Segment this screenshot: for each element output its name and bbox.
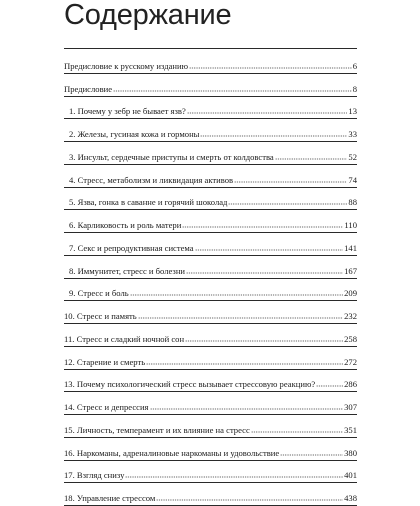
toc-entry-page-number: 8 bbox=[352, 83, 357, 94]
toc-entry-title: 18. Управление стрессом bbox=[64, 493, 156, 503]
toc-entry-title: 16. Наркоманы, адреналиновые наркоманы и удовольствие bbox=[64, 447, 280, 458]
toc-leader-dots bbox=[130, 294, 343, 296]
toc-entry-page-number: 351 bbox=[344, 424, 357, 435]
toc-entry bbox=[64, 119, 357, 142]
toc-leader-dots bbox=[113, 90, 352, 92]
toc-entry-page-number: 258 bbox=[344, 333, 357, 344]
toc-leader-dots bbox=[228, 203, 347, 205]
toc-entry-page-number: 33 bbox=[348, 129, 357, 139]
toc-entry-page-number: 110 bbox=[344, 220, 357, 230]
toc-entry bbox=[64, 256, 357, 279]
toc-entry-page-number: 401 bbox=[344, 470, 357, 481]
toc-leader-dots bbox=[146, 363, 343, 365]
toc-entry-page-number: 307 bbox=[344, 402, 357, 412]
toc-entry-title: 8. Иммунитет, стресс и болезни bbox=[69, 265, 186, 276]
toc-entry bbox=[64, 142, 357, 165]
toc-entry-title: 3. Инсульт, сердечные приступы и смерть от колдовства bbox=[69, 151, 274, 162]
toc-entry bbox=[64, 97, 357, 120]
toc-entry bbox=[64, 370, 357, 393]
toc-leader-dots bbox=[187, 112, 348, 114]
toc-leader-dots bbox=[251, 431, 343, 433]
toc-leader-dots bbox=[189, 67, 352, 69]
toc-entry bbox=[64, 415, 357, 438]
toc-leader-dots bbox=[316, 385, 343, 387]
toc-entry-page-number: 380 bbox=[344, 447, 357, 458]
toc-entry-title: 2. Железы, гусиная кожа и гормоны bbox=[69, 129, 200, 139]
toc-leader-dots bbox=[275, 158, 348, 160]
toc-entry-title: 14. Стресс и депрессия bbox=[64, 402, 149, 412]
toc-entry bbox=[64, 324, 357, 347]
toc-entry-page-number: 6 bbox=[352, 60, 357, 71]
toc-entry-title: 7. Секс и репродуктивная система bbox=[69, 242, 194, 253]
toc-entry-title: 9. Стресс и боль bbox=[69, 288, 129, 299]
toc-entry bbox=[64, 210, 357, 233]
toc-entry-page-number: 88 bbox=[348, 197, 357, 208]
toc-leader-dots bbox=[182, 226, 343, 228]
toc-entry bbox=[64, 438, 357, 461]
toc-entry-page-number: 272 bbox=[344, 356, 357, 367]
toc-leader-dots bbox=[150, 408, 344, 410]
toc-entry-page-number: 232 bbox=[344, 311, 357, 321]
toc-entry bbox=[64, 347, 357, 370]
toc-entry-title: 17. Взгляд снизу bbox=[64, 470, 125, 481]
toc-entry-title: Предисловие bbox=[64, 83, 113, 94]
toc-entry-title: 5. Язва, гонка в саванне и горячий шоколад bbox=[69, 197, 228, 208]
toc-entry-page-number: 286 bbox=[344, 379, 357, 390]
toc-entry bbox=[64, 233, 357, 256]
toc-entry-page-number: 438 bbox=[344, 493, 357, 503]
toc-entry bbox=[64, 392, 357, 415]
toc-leader-dots bbox=[156, 499, 343, 501]
toc-entry-title: 12. Старение и смерть bbox=[64, 356, 146, 367]
toc-entry-page-number: 74 bbox=[348, 174, 357, 185]
toc-entry-title: 10. Стресс и память bbox=[64, 311, 137, 321]
toc-leader-dots bbox=[125, 476, 343, 478]
toc-entry bbox=[64, 279, 357, 302]
toc-entry bbox=[64, 165, 357, 188]
toc-entry-title: Предисловие к русскому изданию bbox=[64, 60, 189, 71]
toc-entry-page-number: 52 bbox=[348, 151, 357, 162]
toc-entry bbox=[64, 51, 357, 74]
toc-leader-dots bbox=[280, 454, 343, 456]
toc-entry-title: 13. Почему психологический стресс вызывает стрессовую реакцию? bbox=[64, 379, 316, 390]
table-of-contents bbox=[64, 51, 357, 506]
toc-entry bbox=[64, 461, 357, 484]
toc-entry-title: 15. Личность, темперамент и их влияние на стресс bbox=[64, 424, 250, 435]
toc-entry bbox=[64, 74, 357, 97]
toc-entry-title: 6. Карликовость и роль матери bbox=[69, 220, 182, 230]
toc-entry-page-number: 13 bbox=[348, 106, 357, 117]
toc-leader-dots bbox=[186, 272, 343, 274]
toc-entry-page-number: 167 bbox=[344, 265, 357, 276]
toc-entry bbox=[64, 301, 357, 324]
toc-leader-dots bbox=[234, 181, 347, 183]
toc-leader-dots bbox=[138, 317, 343, 319]
toc-entry bbox=[64, 483, 357, 506]
toc-entry-title: 1. Почему у зебр не бывает язв? bbox=[69, 106, 186, 117]
toc-entry-page-number: 209 bbox=[344, 288, 357, 299]
title-rule bbox=[64, 48, 357, 49]
toc-leader-dots bbox=[185, 340, 343, 342]
toc-entry-title: 11. Стресс и сладкий ночной сон bbox=[64, 333, 185, 344]
toc-entry-title: 4. Стресс, метаболизм и ликвидация активов bbox=[69, 174, 234, 185]
toc-leader-dots bbox=[195, 249, 343, 251]
page-title: Содержание bbox=[64, 0, 232, 31]
toc-leader-dots bbox=[200, 135, 347, 137]
toc-entry-page-number: 141 bbox=[344, 242, 357, 253]
toc-entry bbox=[64, 188, 357, 211]
